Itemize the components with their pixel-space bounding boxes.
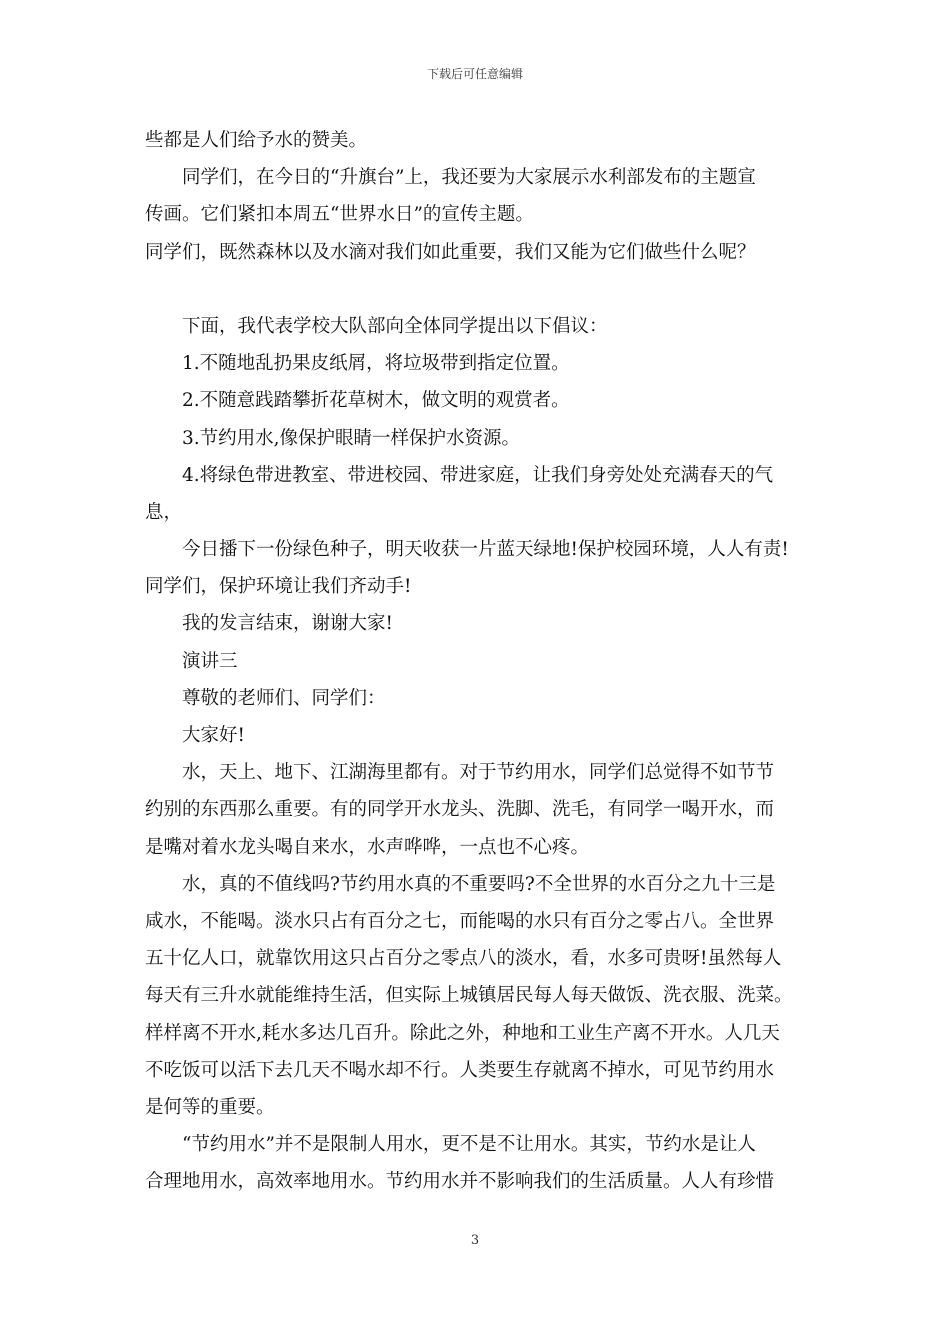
text-line: 我的发言结束，谢谢大家! (182, 613, 393, 635)
text-line: 大家好! (182, 725, 245, 746)
text-line: 同学们，既然森林以及水滴对我们如此重要，我们又能为它们做些什么呢？ (145, 241, 756, 263)
text-line: 合理地用水，高效率地用水。节约用水并不影响我们的生活质量。人人有珍惜 (145, 1171, 775, 1193)
text-line: 传画。它们紧扣本周五“世界水日”的宣传主题。 (145, 204, 534, 226)
text-line: 1.不随地乱扔果皮纸屑，将垃圾带到指定位置。 (182, 353, 570, 375)
page-header: 下载后可任意编辑 (426, 67, 523, 81)
text-line: 下面，我代表学校大队部向全体同学提出以下倡议： (182, 315, 608, 337)
blank-line (145, 271, 810, 308)
text-line: 2.不随意践踏攀折花草树木，做文明的观赏者。 (182, 390, 570, 412)
text-line: 同学们，保护环境让我们齐动手! (145, 576, 412, 598)
text-line: 咸水，不能喝。淡水只占有百分之七，而能喝的水只有百分之零占八。全世界 (145, 910, 775, 932)
page-number: 3 (470, 1233, 480, 1248)
text-line: 演讲三 (182, 650, 238, 672)
text-line: 样样离不开水,耗水多达几百升。除此之外，种地和工业生产离不开水。人几天 (145, 1022, 780, 1044)
text-line: 今日播下一份绿色种子，明天收获一片蓝天绿地!保护校园环境，人人有责! (182, 539, 789, 561)
text-line: 同学们，在今日的“升旗台”上，我还要为大家展示水利部发布的主题宣 (182, 167, 756, 189)
text-line: 水，真的不值线吗?节约用水真的不重要吗?不全世界的水百分之九十三是 (182, 873, 776, 895)
text-line: 4.将绿色带进教室、带进校园、带进家庭，让我们身旁处处充满春天的气 (182, 464, 774, 486)
text-line: 些都是人们给予水的赞美。 (145, 130, 368, 151)
text-line: 息， (145, 501, 183, 523)
text-line: 是嘴对着水龙头喝自来水，水声哗哗，一点也不心疼。 (145, 836, 590, 858)
document-body (145, 122, 810, 1200)
text-line: 约别的东西那么重要。有的同学开水龙头、洗脚、洗毛，有同学一喝开水，而 (145, 799, 775, 821)
text-line: 尊敬的老师们、同学们： (182, 687, 386, 709)
text-line: 3.节约用水,像保护眼睛一样保护水资源。 (182, 427, 521, 449)
text-line: 水，天上、地下、江湖海里都有。对于节约用水，同学们总觉得不如节节 (182, 762, 775, 784)
text-line: 五十亿人口，就靠饮用这只占百分之零点八的淡水，看，水多可贵呀!虽然每人 (145, 948, 782, 970)
text-line: “节约用水”并不是限制人用水，更不是不让用水。其实，节约水是让人 (182, 1134, 756, 1156)
text-line: 不吃饭可以活下去几天不喝水却不行。人类要生存就离不掉水，可见节约用水 (145, 1059, 775, 1081)
text-line: 是何等的重要。 (145, 1096, 275, 1118)
text-line: 每天有三升水就能维持生活，但实际上城镇居民每人每天做饭、洗衣服、洗菜。 (145, 985, 793, 1007)
